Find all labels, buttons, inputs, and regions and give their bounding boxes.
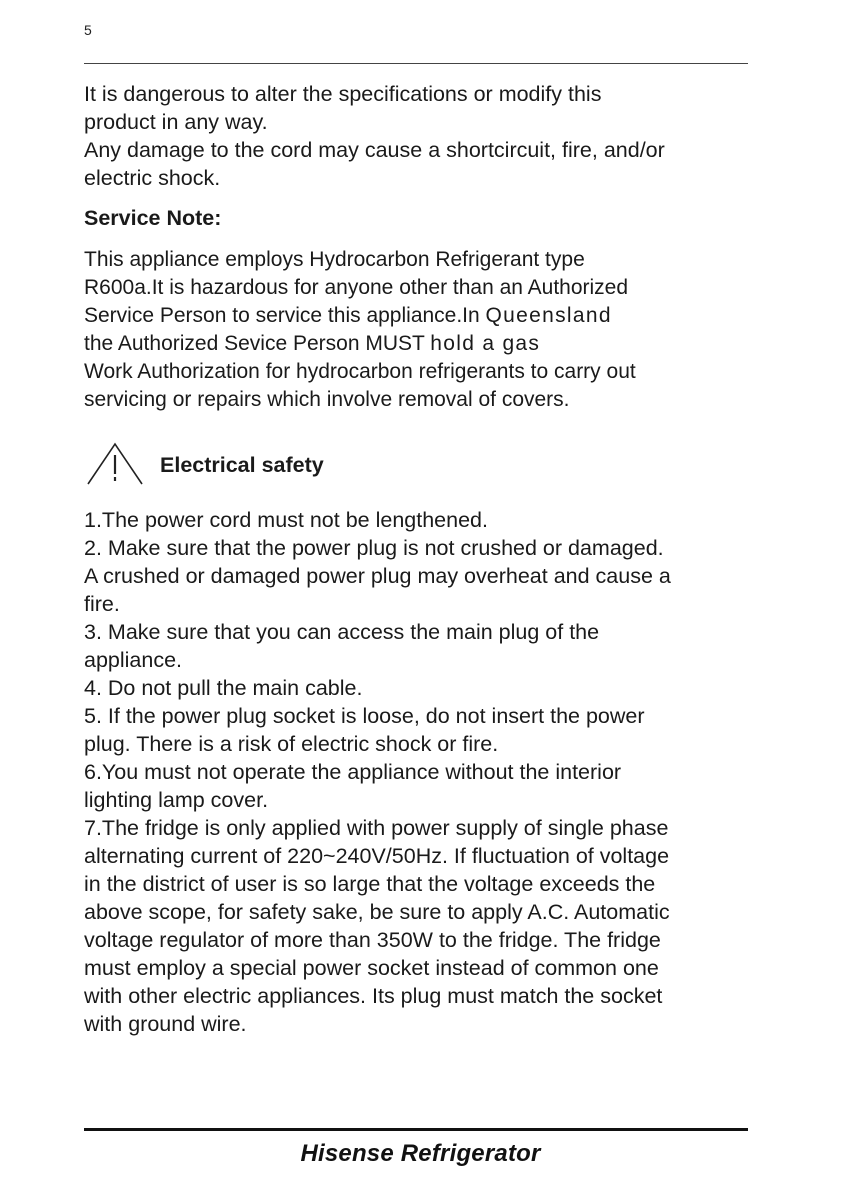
service-note-text: hold a gas	[430, 332, 541, 355]
service-note-line: R600a.It is hazardous for anyone other than an Authorized	[84, 276, 629, 299]
service-note-line	[84, 302, 748, 330]
electrical-safety-heading: Electrical safety	[160, 453, 324, 477]
safety-line: 1.The power cord must not be lengthened.	[84, 508, 488, 532]
service-note-line: Work Authorization for hydrocarbon refrigerants to carry out	[84, 360, 636, 383]
service-note-text: Queensland	[485, 304, 612, 327]
safety-line: in the district of user is so large that the voltage exceeds the	[84, 872, 656, 896]
intro-line: product in any way.	[84, 110, 268, 134]
safety-line: 4. Do not pull the main cable.	[84, 676, 363, 700]
warning-triangle-icon	[84, 441, 146, 487]
intro-paragraph	[84, 80, 748, 192]
safety-line: 2. Make sure that the power plug is not crushed or damaged.	[84, 536, 664, 560]
safety-line: 3. Make sure that you can access the main plug of the	[84, 620, 600, 644]
service-note-text: Service Person to service this appliance.In	[84, 304, 486, 327]
service-note-paragraph	[84, 246, 748, 414]
safety-line: must employ a special power socket instead of common one	[84, 956, 659, 980]
service-note-line: This appliance employs Hydrocarbon Refrigerant type	[84, 248, 585, 271]
safety-line: voltage regulator of more than 350W to the fridge. The fridge	[84, 928, 661, 952]
safety-line: A crushed or damaged power plug may overheat and cause a	[84, 564, 671, 588]
service-note-line: servicing or repairs which involve removal of covers.	[84, 388, 570, 411]
safety-line: 6.You must not operate the appliance without the interior	[84, 760, 622, 784]
safety-line: above scope, for safety sake, be sure to apply A.C. Automatic	[84, 900, 670, 924]
safety-line: 7.The fridge is only applied with power supply of single phase	[84, 816, 669, 840]
intro-line: electric shock.	[84, 166, 221, 190]
page-number: 5	[84, 22, 92, 38]
safety-line: with other electric appliances. Its plug must match the socket	[84, 984, 663, 1008]
safety-line: fire.	[84, 592, 120, 616]
safety-line: plug. There is a risk of electric shock or fire.	[84, 732, 499, 756]
safety-line: lighting lamp cover.	[84, 788, 269, 812]
safety-line: appliance.	[84, 648, 183, 672]
intro-line: It is dangerous to alter the specifications or modify this	[84, 82, 602, 106]
service-note-line	[84, 330, 748, 358]
intro-line: Any damage to the cord may cause a shortcircuit, fire, and/or	[84, 138, 665, 162]
service-note-text: the Authorized Sevice Person MUST	[84, 332, 431, 355]
header-divider	[84, 63, 748, 64]
safety-line: 5. If the power plug socket is loose, do not insert the power	[84, 704, 645, 728]
footer-brand: Hisense Refrigerator	[300, 1140, 541, 1167]
electrical-safety-list	[84, 506, 748, 1038]
safety-line: with ground wire.	[84, 1012, 247, 1036]
footer-divider	[84, 1128, 748, 1131]
safety-line: alternating current of 220~240V/50Hz. If fluctuation of voltage	[84, 844, 670, 868]
service-note-heading: Service Note:	[84, 206, 222, 230]
